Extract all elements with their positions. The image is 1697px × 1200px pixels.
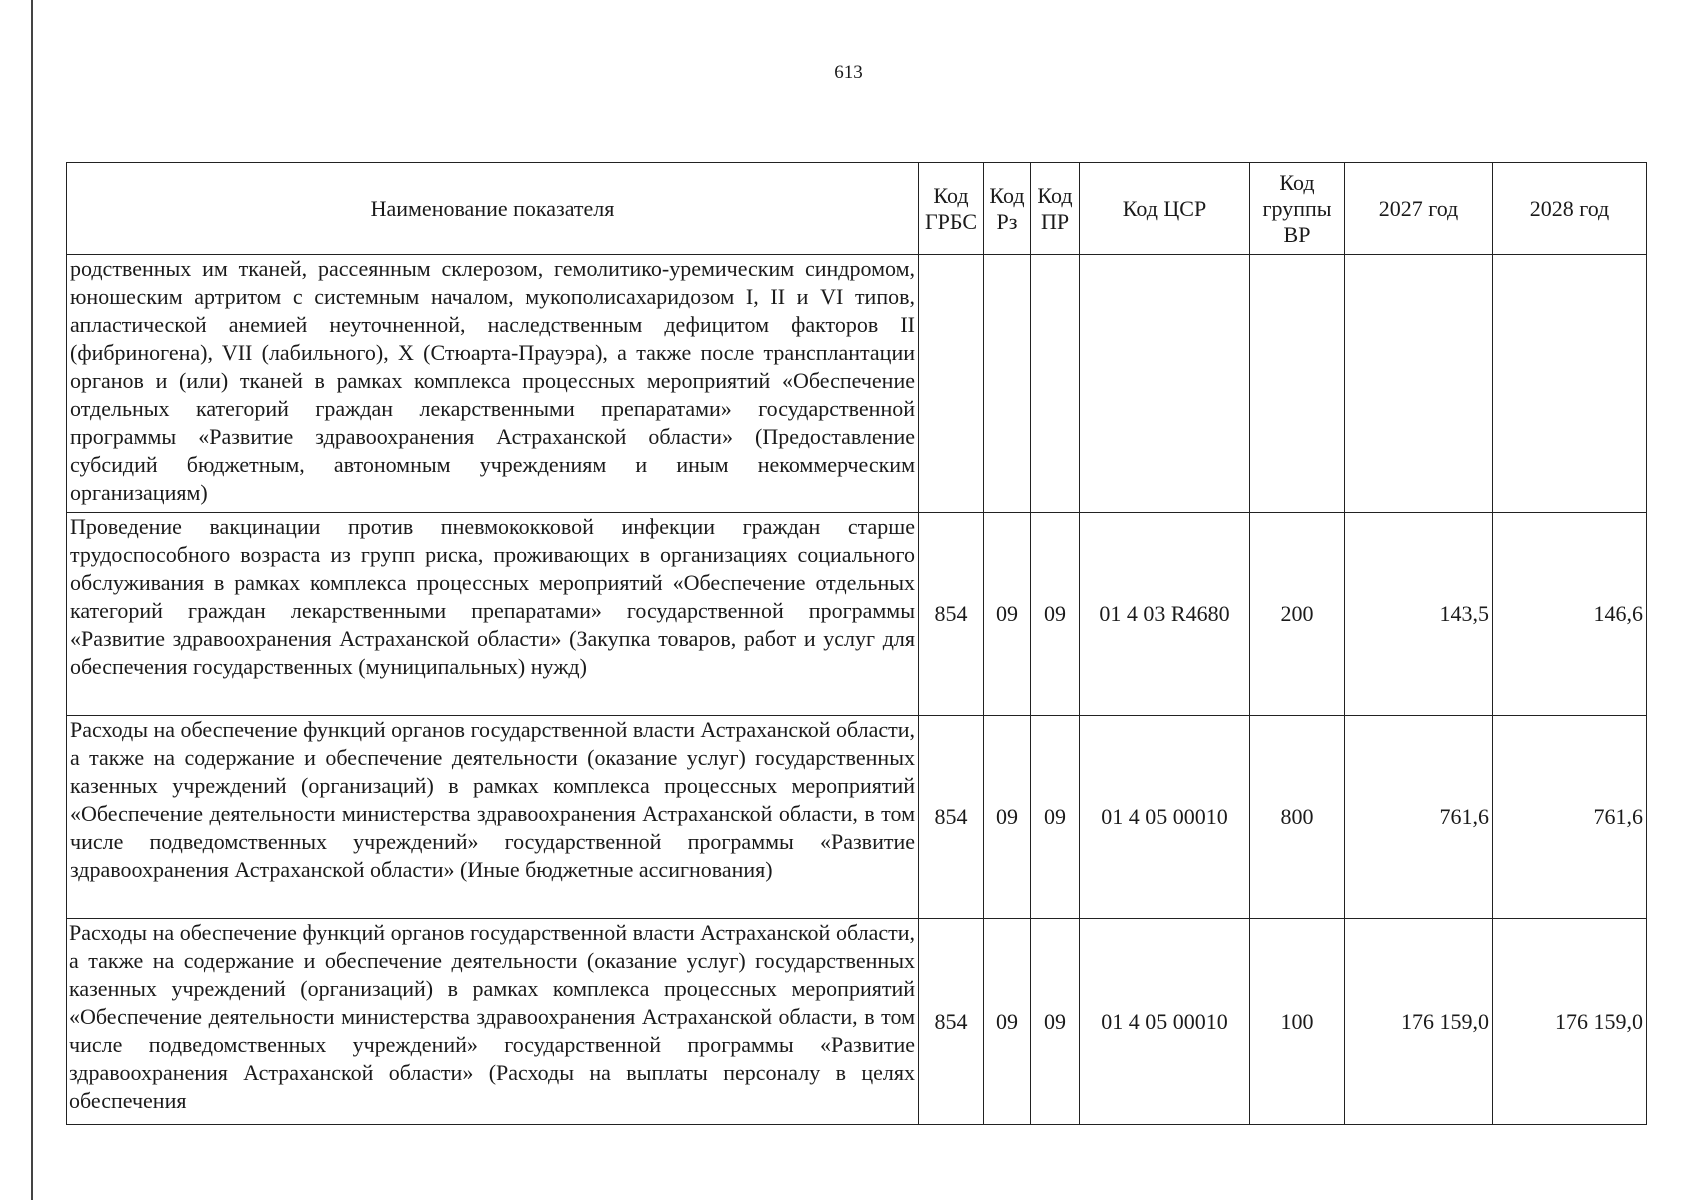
header-vr: Код группы ВР [1250, 163, 1345, 255]
row-pr [1031, 255, 1080, 513]
row-2028 [1493, 255, 1647, 513]
header-name: Наименование показателя [67, 163, 919, 255]
row-2028: 761,6 [1493, 716, 1647, 919]
row-pr: 09 [1031, 513, 1080, 716]
budget-table [66, 162, 1647, 1125]
row-vr [1250, 255, 1345, 513]
row-2027: 761,6 [1345, 716, 1493, 919]
table-header-row [67, 163, 1647, 255]
row-2027: 143,5 [1345, 513, 1493, 716]
row-csr: 01 4 05 00010 [1080, 716, 1250, 919]
row-csr [1080, 255, 1250, 513]
row-rz: 09 [984, 716, 1031, 919]
row-pr: 09 [1031, 919, 1080, 1125]
row-rz [984, 255, 1031, 513]
row-2027 [1345, 255, 1493, 513]
row-csr: 01 4 05 00010 [1080, 919, 1250, 1125]
table-row [67, 513, 1647, 716]
row-vr: 200 [1250, 513, 1345, 716]
header-rz: Код Рз [984, 163, 1031, 255]
row-grbs: 854 [919, 513, 984, 716]
row-pr: 09 [1031, 716, 1080, 919]
header-pr: Код ПР [1031, 163, 1080, 255]
row-2027: 176 159,0 [1345, 919, 1493, 1125]
header-2027: 2027 год [1345, 163, 1493, 255]
row-rz: 09 [984, 513, 1031, 716]
row-grbs: 854 [919, 716, 984, 919]
row-name [67, 919, 919, 1125]
row-vr: 800 [1250, 716, 1345, 919]
page-number: 613 [834, 62, 863, 83]
row-name-text: Расходы на обеспечение функций органов государственной власти Астраханской области, а также на содержание и обеспечение деятельности (оказание услуг) государственных казенных учреждений (организаций) в рамках комплекса процессных мероприятий «Обеспечение деятельности министерства здравоохранения Астраханской области, в том числе подведомственных учреждений» государственной программы «Развитие здравоохранения Астраханской области» (Расходы на выплаты персоналу в целях обеспечения [69, 920, 915, 1113]
table-row [67, 255, 1647, 513]
scan-margin-line [31, 0, 33, 1200]
table-row [67, 716, 1647, 919]
row-grbs: 854 [919, 919, 984, 1125]
row-rz: 09 [984, 919, 1031, 1125]
row-vr: 100 [1250, 919, 1345, 1125]
header-grbs: Код ГРБС [919, 163, 984, 255]
row-2028: 146,6 [1493, 513, 1647, 716]
row-name: Проведение вакцинации против пневмококковой инфекции граждан старше трудоспособного возраста из групп риска, проживающих в организациях социального обслуживания в рамках комплекса процессных мероприятий «Обеспечение отдельных категорий граждан лекарственными препаратами» государственной программы «Развитие здравоохранения Астраханской области» (Закупка товаров, работ и услуг для обеспечения государственных (муниципальных) нужд) [67, 513, 919, 716]
row-name: Расходы на обеспечение функций органов государственной власти Астраханской области, а также на содержание и обеспечение деятельности (оказание услуг) государственных казенных учреждений (организаций) в рамках комплекса процессных мероприятий «Обеспечение деятельности министерства здравоохранения Астраханской области, в том числе подведомственных учреждений» государственной программы «Развитие здравоохранения Астраханской области» (Иные бюджетные ассигнования) [67, 716, 919, 919]
row-2028: 176 159,0 [1493, 919, 1647, 1125]
row-name: родственных им тканей, рассеянным склерозом, гемолитико-уремическим синдромом, юношеским артритом с системным началом, мукополисахаридозом I, II и VI типов, апластической анемией неуточненной, наследственным дефицитом факторов II (фибриногена), VII (лабильного), X (Стюарта-Прауэра), а также после трансплантации органов и (или) тканей в рамках комплекса процессных мероприятий «Обеспечение отдельных категорий граждан лекарственными препаратами» государственной программы «Развитие здравоохранения Астраханской области» (Предоставление субсидий бюджетным, автономным учреждениям и иным некоммерческим организациям) [67, 255, 919, 513]
header-2028: 2028 год [1493, 163, 1647, 255]
row-grbs [919, 255, 984, 513]
table-row [67, 919, 1647, 1125]
row-csr: 01 4 03 R4680 [1080, 513, 1250, 716]
header-csr: Код ЦСР [1080, 163, 1250, 255]
